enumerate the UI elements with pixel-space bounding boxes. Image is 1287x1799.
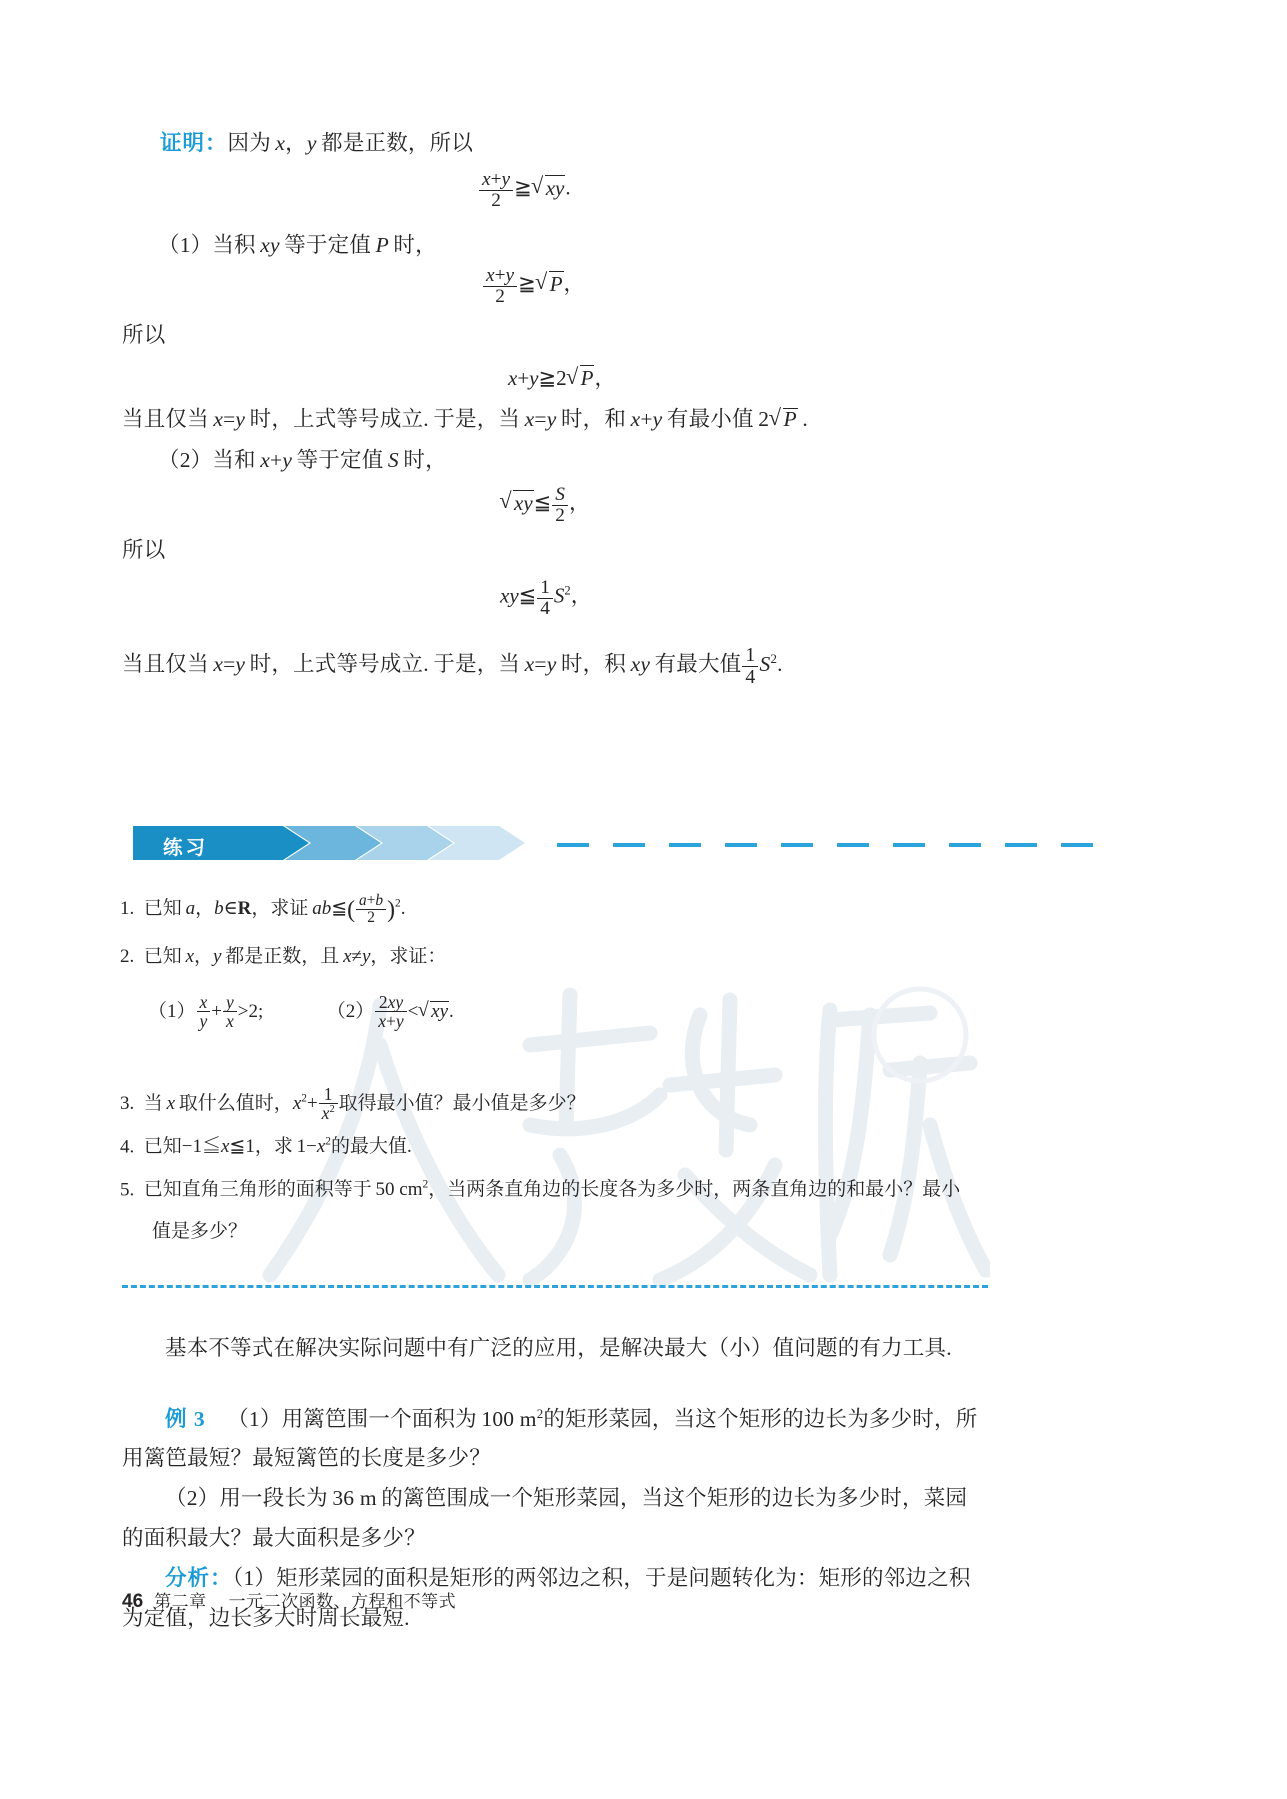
proof-label: 证明： [160, 131, 228, 155]
proof-soyi-2: 所以 [122, 538, 166, 562]
exercise-item-5-text: 已知直角三角形的面积等于 50 $cm^2$，当两条直角边的长度各为多少时，两条直角边的和最小？最小 [139, 1179, 961, 1201]
example-3-label: 例 3 [165, 1407, 206, 1432]
exercise-banner [133, 826, 1113, 860]
formula-am-gm: $\frac{x+y}{2}$ ≧ √ xy. [478, 170, 571, 212]
exercise-item-4 [120, 1137, 412, 1156]
proof-soyi-1: 所以 [122, 323, 166, 347]
exercise-item-1 [120, 893, 405, 926]
example-3-line-4: 的面积最大？最大面积是多少？ [122, 1526, 426, 1550]
example-3-part1-text: （1）用篱笆围一个面积为 100 $m^2$的矩形菜园，当这个矩形的边长为多少时，所 [227, 1407, 978, 1432]
exercise-item-4-text: 已知−1≦x≦1，求 $1-x^2$的最大值. [139, 1136, 412, 1158]
example-3-line-2: 用篱笆最短？最短篱笆的长度是多少？ [122, 1446, 491, 1470]
proof-case1-text: （1）当积 xy 等于定值 P 时， [158, 233, 437, 257]
body-paragraph-1: 基本不等式在解决实际问题中有广泛的应用，是解决最大（小）值问题的有力工具. [165, 1336, 952, 1360]
exercise-item-2 [120, 947, 446, 966]
exercise-banner-label: 练习 [163, 837, 209, 859]
exercise-item-2-number: 2. [120, 946, 135, 967]
formula-case1-b: x+y≧2 √ P， [508, 362, 615, 392]
exercise-item-5 [120, 1180, 960, 1199]
proof-conclusion-1: 当且仅当 x=y 时，上式等号成立. 于是，当 x=y 时，和 x+y 有最小值 2 √ P . [122, 408, 808, 431]
footer-chapter: 第二章 [154, 1592, 207, 1611]
exercise-item-1-text: 已知 a，b∈R，求证 ab≦( $\frac{a+b}{2}$ )$^2$. [139, 892, 406, 927]
exercise-item-5-cont: 值是多少？ [152, 1221, 248, 1242]
analysis-line-1-text: （1）矩形菜园的面积是矩形的两邻边之积，于是问题转化为：矩形的邻边之积 [232, 1566, 971, 1590]
formula-case1-a: $\frac{x+y}{2}$ ≧ √ P， [482, 266, 585, 308]
example-3-line-3: （2）用一段长为 36 m 的篱笆围成一个矩形菜园，当这个矩形的边长为多少时，菜园 [165, 1486, 968, 1510]
proof-intro-line [160, 133, 473, 155]
proof-conclusion-2: 当且仅当 x=y 时，上式等号成立. 于是，当 x=y 时，积 xy 有最大值 $\frac{1}{4}$ $S^2$. [122, 644, 783, 688]
footer-section: 一元二次函数、方程和不等式 [228, 1592, 457, 1611]
formula-case2-b: xy≦ $\frac{1}{4}$ $S^2$， [500, 577, 592, 620]
exercise-item-1-number: 1. [120, 897, 135, 919]
exercise-item-4-number: 4. [120, 1136, 135, 1158]
exercise-item-2-text: 已知 x，y 都是正数，且 x≠y，求证： [139, 946, 447, 967]
page-number: 46 [122, 1591, 144, 1612]
formula-case2-a: √ xy≦ $\frac{S}{2}$ ， [500, 485, 590, 527]
exercise-bottom-rule [122, 1285, 988, 1288]
proof-case2-text: （2）当和 x+y 等于定值 S 时， [158, 448, 447, 472]
analysis-label: 分析： [165, 1566, 233, 1590]
exercise-item-3 [120, 1085, 586, 1123]
exercise-item-3-number: 3. [120, 1092, 135, 1114]
example-3-line-1 [165, 1408, 977, 1431]
exercise-item-2-subitems: （1） $\frac{x}{y}$ + $\frac{y}{x}$ >2; （2） $\frac{2xy}{x+y}$ < √ xy. [148, 993, 454, 1031]
proof-intro-text: 因为 x，y 都是正数，所以 [227, 131, 474, 155]
page-footer [122, 1587, 456, 1613]
exercise-item-3-text: 当 x 取什么值时，$x^2+$ $\frac{1}{x^2}$ 取得最小值？最小值是多少？ [139, 1084, 586, 1124]
analysis-line-2: 为定值，边长多大时周长最短. [122, 1606, 410, 1630]
exercise-item-5-number: 5. [120, 1179, 135, 1201]
